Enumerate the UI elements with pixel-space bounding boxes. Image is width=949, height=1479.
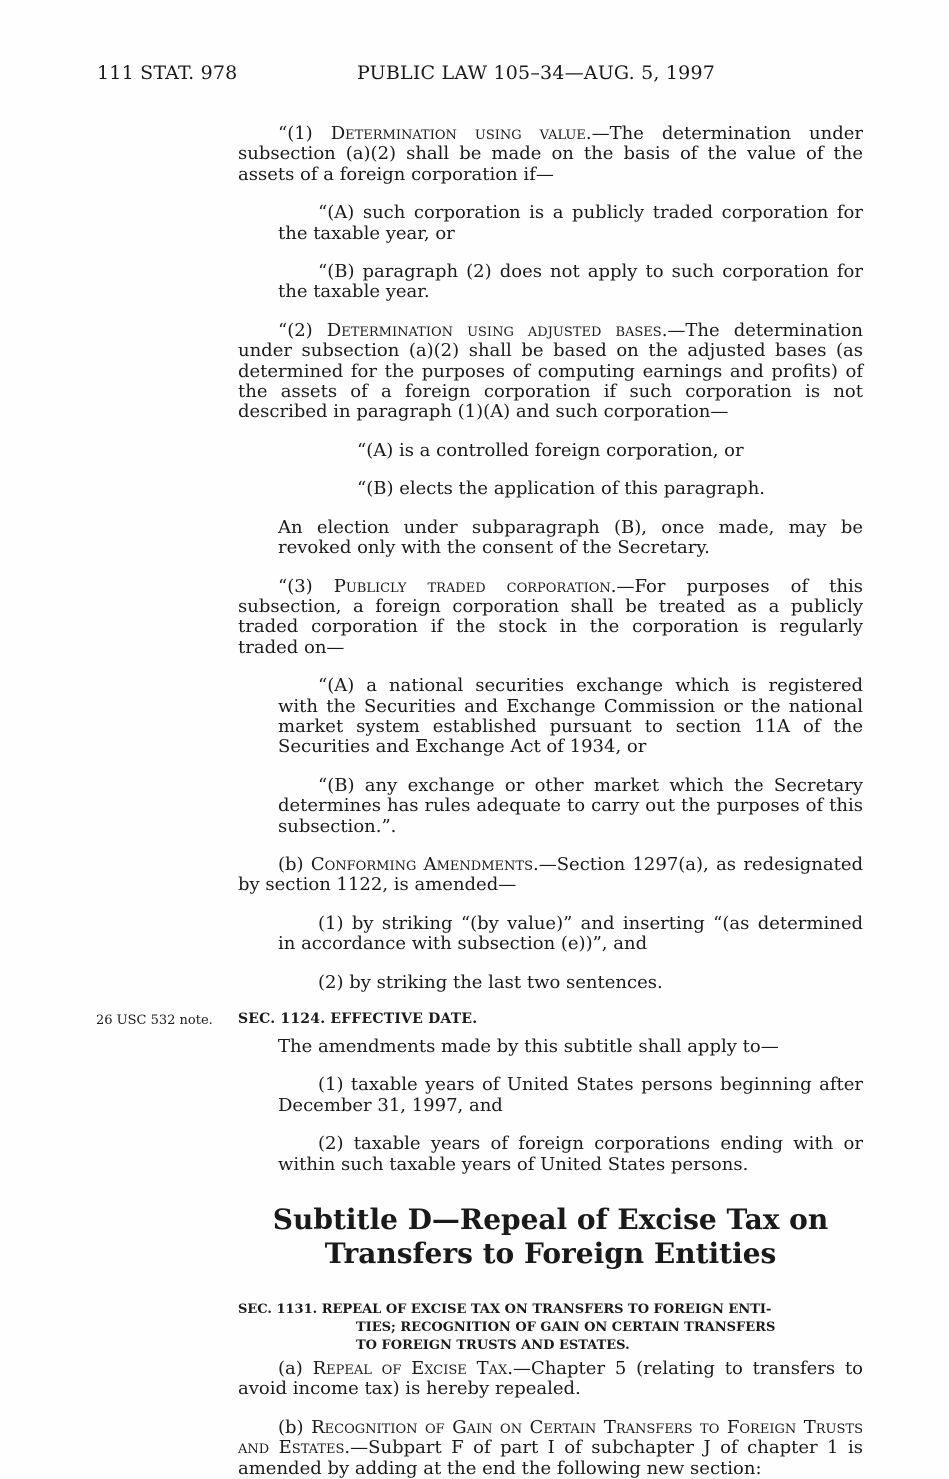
section-1131-heading — [238, 1301, 863, 1355]
conforming-item-2: (2) by striking the last two sentences. — [318, 971, 663, 993]
section-1131-b — [238, 1418, 863, 1479]
section-1124-row — [0, 1011, 949, 1033]
subparagraph-3a: “(A) a national securities exchange which is registered with the Securities and Exchange Commission or the national market system established pursuant to section 11A of the Securities and Exchange Act of 1934, or — [278, 675, 863, 758]
subsection-heading: Repeal of Excise Tax — [312, 1358, 508, 1380]
subsection-text: .—Chapter 5 (relating to transfers to avoid income tax) is hereby repealed. — [238, 1358, 864, 1400]
subtitle-line-2: Transfers to Foreign Entities — [324, 1237, 777, 1271]
subparagraph-3b: “(B) any exchange or other market which the Secretary determines has rules adequate to carry out the purposes of this subsection.”. — [278, 774, 863, 837]
section-1124-intro: The amendments made by this subtitle shall apply to— — [278, 1036, 779, 1057]
subparagraph-2b: “(B) elects the application of this paragraph. — [357, 478, 766, 500]
subparagraph-1a: “(A) such corporation is a publicly traded corporation for the taxable year, or — [278, 202, 863, 244]
subparagraph-1b: “(B) paragraph (2) does not apply to such corporation for the taxable year. — [278, 261, 863, 303]
section-1124-heading: SEC. 1124. EFFECTIVE DATE. — [238, 1011, 478, 1027]
paragraph-text: .—The determination under subsection (a)(2) shall be based on the adjusted bases (as determined for the purposes of computing earnings and profits) of the assets of a foreign corporation if such corporation is not described in paragraph (1)(A) and such corporation— — [238, 319, 863, 423]
document-body — [0, 106, 949, 1479]
subparagraph-2a: “(A) is a controlled foreign corporation, or — [357, 439, 744, 461]
paragraph-number: “(3) — [278, 575, 334, 597]
paragraph-number: “(2) — [278, 319, 327, 341]
paragraph-heading: Determination using adjusted bases — [326, 319, 662, 341]
conforming-item-1: (1) by striking “(by value)” and inserting “(as determined in accordance with subsection (e))”, and — [278, 912, 863, 955]
subsection-number: (b) — [278, 853, 311, 875]
subsection-heading: Recognition of Gain on Certain Transfers to Foreign Trusts and Estates — [238, 1416, 863, 1459]
running-header: PUBLIC LAW 105–34—AUG. 5, 1997 — [357, 62, 716, 84]
paragraph-heading: Determination using value — [330, 123, 586, 144]
paragraph-2 — [238, 321, 863, 423]
paragraph-heading: Publicly traded corporation — [333, 575, 611, 597]
page-stat-number: 111 STAT. 978 — [97, 62, 238, 84]
section-heading-line: TO FOREIGN TRUSTS AND ESTATES. — [356, 1338, 630, 1354]
paragraph-text: .—The determination under subsection (a)(2) shall be made on the basis of the value of the assets of a foreign corporation if— — [238, 123, 864, 185]
paragraph-1 — [238, 124, 863, 185]
paragraph-3 — [238, 577, 863, 659]
paragraph-number: “(1) — [278, 123, 331, 144]
subtitle-heading — [238, 1203, 863, 1271]
subsection-text: .—Subpart F of part I of subchapter J of chapter 1 is amended by adding at the end the following new section: — [238, 1437, 863, 1479]
subsection-heading: Conforming Amendments — [310, 853, 533, 875]
subsection-text: .—Section 1297(a), as redesignated by section 1122, is amended— — [238, 853, 863, 896]
conforming-amendments — [238, 855, 863, 896]
paragraph-text: .—For purposes of this subsection, a foreign corporation shall be treated as a publicly traded corporation if the stock in the corporation is regularly traded on— — [238, 575, 864, 658]
subtitle-line-1: Subtitle D—Repeal of Excise Tax on — [272, 1203, 829, 1237]
subsection-number: (a) — [278, 1358, 313, 1380]
section-1124-item-1: (1) taxable years of United States persons beginning after December 31, 1997, and — [278, 1074, 863, 1116]
margin-note: 26 USC 532 note. — [96, 1013, 213, 1028]
section-1131-a — [238, 1359, 863, 1400]
section-1124-item-2: (2) taxable years of foreign corporations ending with or within such taxable years of United States persons. — [278, 1133, 863, 1175]
section-heading-line: SEC. 1131. REPEAL OF EXCISE TAX ON TRANSFERS TO FOREIGN ENTI- — [238, 1302, 772, 1318]
subsection-number: (b) — [278, 1416, 312, 1438]
paragraph-2-tail: An election under subparagraph (B), once made, may be revoked only with the consent of the Secretary. — [278, 516, 863, 559]
section-heading-line: TIES; RECOGNITION OF GAIN ON CERTAIN TRANSFERS — [356, 1320, 776, 1336]
